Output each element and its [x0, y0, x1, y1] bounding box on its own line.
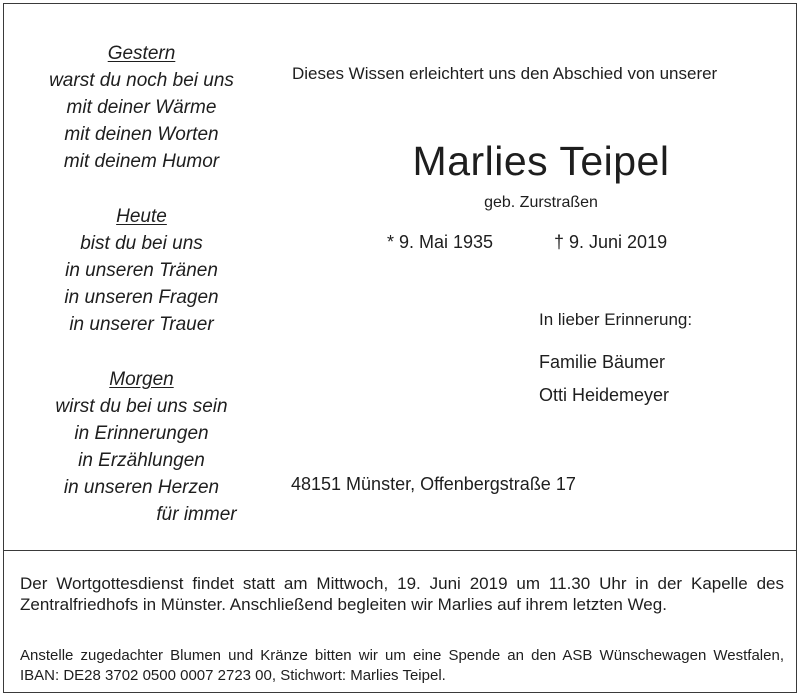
- stanza-heading: Heute: [116, 206, 167, 227]
- poem-line: in Erinnerungen: [74, 423, 209, 444]
- death-date: † 9. Juni 2019: [554, 232, 668, 252]
- poem-line: mit deinem Humor: [63, 151, 220, 172]
- stanza-morgen: [4, 366, 279, 528]
- obituary-notice: [3, 3, 797, 693]
- deceased-name: Marlies Teipel: [412, 138, 670, 184]
- intro-text: Dieses Wissen erleichtert uns den Abschied von unserer: [292, 64, 718, 83]
- divider: [4, 550, 796, 551]
- memory-line: In lieber Erinnerung:: [539, 310, 693, 329]
- poem: [4, 40, 279, 556]
- stanza-heute: [4, 203, 279, 338]
- poem-line: mit deinen Worten: [64, 124, 219, 145]
- poem-line: in unseren Fragen: [64, 287, 219, 308]
- poem-line: in unseren Herzen: [63, 477, 220, 498]
- stanza-gestern: [4, 40, 279, 175]
- address: 48151 Münster, Offenbergstraße 17: [291, 474, 576, 494]
- donation-info: Anstelle zugedachter Blumen und Kränze bitten wir um eine Spende an den ASB Wünschewagen Westfalen, IBAN: DE28 3702 0500 0007 2723 00, Stichwort: Marlies Teipel.: [20, 647, 784, 684]
- maiden-name: geb. Zurstraßen: [484, 194, 598, 211]
- poem-line: in unserer Trauer: [69, 314, 214, 335]
- poem-line: mit deiner Wärme: [66, 97, 217, 118]
- mourners-list: [539, 346, 669, 412]
- poem-line: bist du bei uns: [80, 233, 203, 254]
- service-info: Der Wortgottesdienst findet statt am Mittwoch, 19. Juni 2019 um 11.30 Uhr in der Kapelle des Zentralfriedhofs in Münster. Anschließend begleiten wir Marlies auf ihrem letzten Weg.: [20, 574, 784, 614]
- stanza-heading: Gestern: [107, 43, 176, 64]
- mourner: Familie Bäumer: [539, 352, 666, 372]
- mourner: Otti Heidemeyer: [539, 385, 670, 405]
- poem-line: in unseren Tränen: [65, 260, 218, 281]
- poem-line: in Erzählungen: [78, 450, 205, 471]
- stanza-heading: Morgen: [109, 369, 174, 390]
- birth-date: * 9. Mai 1935: [387, 232, 494, 252]
- poem-line: warst du noch bei uns: [49, 70, 234, 91]
- poem-line: wirst du bei uns sein: [55, 396, 228, 417]
- poem-line: für immer: [156, 504, 237, 525]
